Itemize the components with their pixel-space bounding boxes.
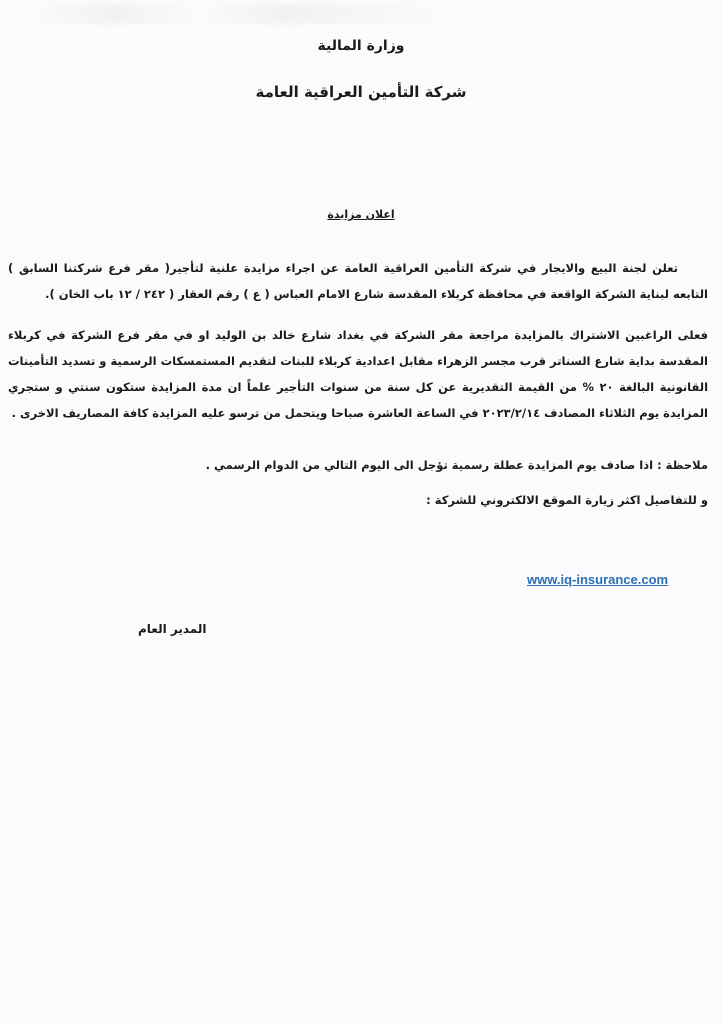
announcement-title bbox=[0, 208, 722, 221]
company-heading: شركة التأمين العراقية العامة bbox=[255, 83, 467, 101]
announcement-paragraph-1 bbox=[8, 255, 708, 307]
announcement-note: ملاحظة : اذا صادف يوم المزايدة عطلة رسمية تؤجل الى اليوم التالي من الدوام الرسمي . bbox=[205, 458, 708, 472]
signatory-title: المدير العام bbox=[138, 622, 207, 636]
ministry-heading: وزارة المالية bbox=[317, 38, 405, 54]
announcement-title-text: اعلان مزايدة bbox=[327, 208, 395, 221]
website-link[interactable]: www.iq-insurance.com bbox=[527, 572, 669, 587]
announcement-paragraph-2: فعلى الراغبين الاشتراك بالمزايدة مراجعة مقر الشركة في بغداد شارع خالد بن الوليد او في مقر فرع الشركة في كربلاء المقدسة بداية شارع السناتر قرب مجسر الزهراء مقابل اعدادية كربلاء للبنات لتقديم المستمسكات الرسمية و تسديد التأمينات القانونية البالغة ٢٠ % من القيمة التقديرية عن كل سنة من سنوات التأجير علماً ان مدة المزايدة ستكون سنتي و ستجري المزايدة يوم الثلاثاء المصادف ٢٠٢٣/٢/١٤ في الساعة العاشرة صباحا ويتحمل من ترسو عليه المزايدة كافة المصاريف الاخرى . bbox=[8, 328, 709, 420]
scan-bleed-through-mark bbox=[30, 4, 450, 24]
details-line: و للتفاصيل اكثر زيارة الموقع الالكتروني للشركة : bbox=[426, 493, 708, 507]
paragraph-1-text: تعلن لجنة البيع والايجار في شركة التأمين العراقية العامة عن اجراء مزايدة علنية لتأجير( مقر فرع شركتنا السابق ) التابعه لبناية الشركة الواقعة في محافظة كربلاء المقدسة شارع الامام العباس ( ع ) رقم العقار ( ٢٤٢ / ١٢ باب الخان ). bbox=[8, 261, 708, 301]
